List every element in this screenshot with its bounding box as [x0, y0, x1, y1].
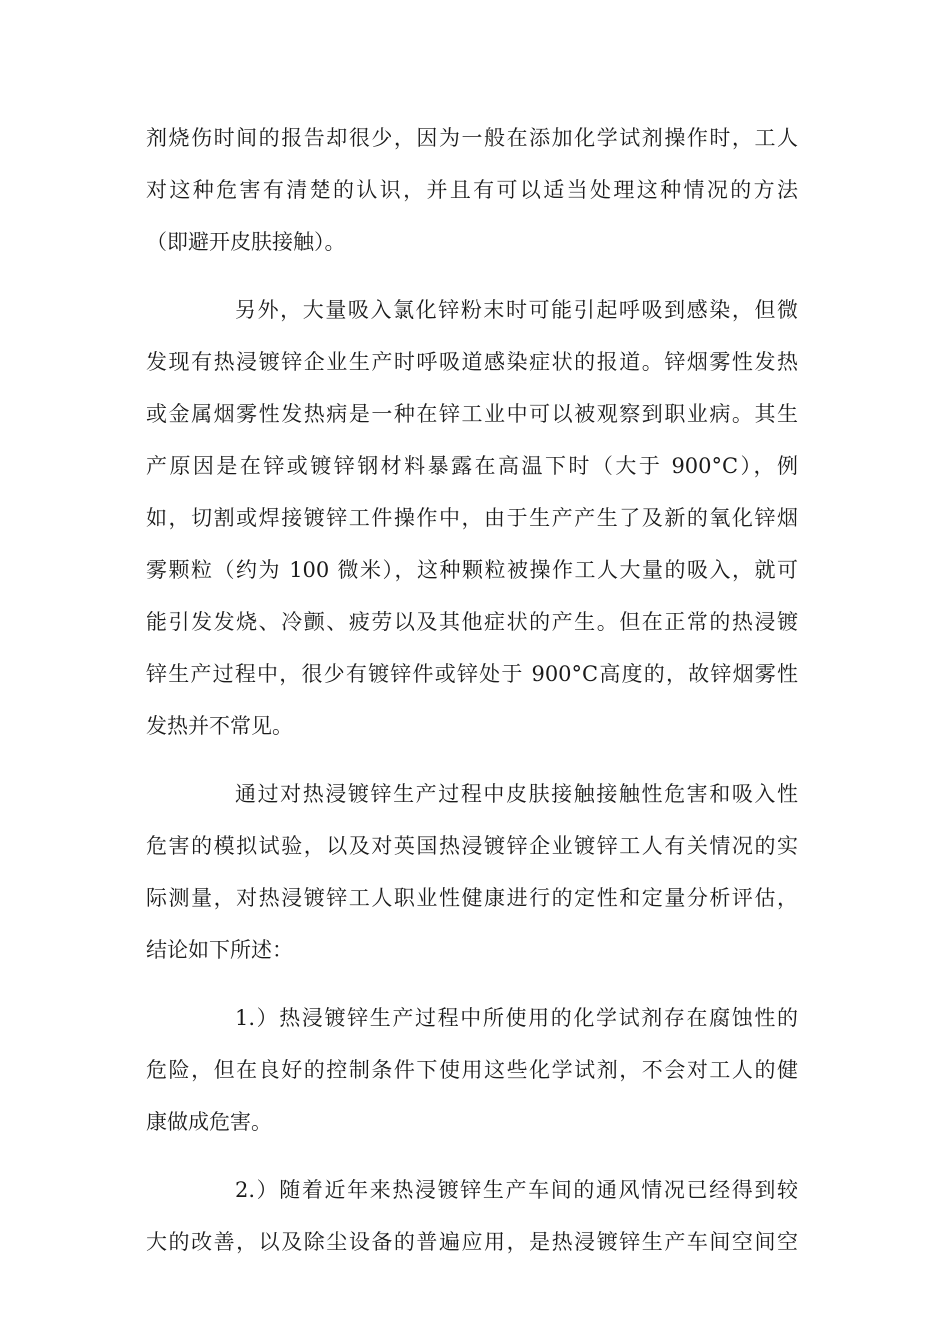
paragraph-2	[146, 768, 798, 976]
paragraph-spacer	[146, 1148, 798, 1164]
text-line: 锌生产过程中，很少有镀锌件或锌处于 900°C高度的，故锌烟雾性	[146, 662, 798, 686]
list-item-2: 2.）随着近年来热浸镀锌生产车间的通风情况已经得到较	[235, 1178, 798, 1202]
text-line: 产原因是在锌或镀锌钢材料暴露在高温下时（大于 900°C），例	[146, 454, 798, 478]
document-body	[146, 112, 798, 1268]
paragraph-3	[146, 992, 798, 1148]
text-line: 危险，但在良好的控制条件下使用这些化学试剂，不会对工人的健	[146, 1058, 798, 1082]
text-line: 结论如下所述：	[146, 938, 293, 962]
paragraph-4	[146, 1164, 798, 1268]
text-line: 际测量，对热浸镀锌工人职业性健康进行的定性和定量分析评估，	[146, 886, 798, 910]
text-line: 大的改善，以及除尘设备的普遍应用，是热浸镀锌生产车间空间空	[146, 1230, 798, 1254]
paragraph-spacer	[146, 752, 798, 768]
text-line: 雾颗粒（约为 100 微米），这种颗粒被操作工人大量的吸入，就可	[146, 558, 798, 582]
text-line: 如，切割或焊接镀锌工件操作中，由于生产产生了及新的氧化锌烟	[146, 506, 798, 530]
text-line: 另外，大量吸入氯化锌粉末时可能引起呼吸到感染，但微	[235, 298, 798, 322]
text-line: （即避开皮肤接触）。	[146, 230, 346, 254]
list-item-1: 1.）热浸镀锌生产过程中所使用的化学试剂存在腐蚀性的	[235, 1006, 798, 1030]
paragraph-spacer	[146, 268, 798, 284]
text-line: 发热并不常见。	[146, 714, 293, 738]
text-line: 康做成危害。	[146, 1110, 272, 1134]
paragraph-0	[146, 112, 798, 268]
paragraph-spacer	[146, 976, 798, 992]
text-line: 能引发发烧、冷颤、疲劳以及其他症状的产生。但在正常的热浸镀	[146, 610, 798, 634]
text-line: 通过对热浸镀锌生产过程中皮肤接触接触性危害和吸入性	[235, 782, 798, 806]
text-line: 剂烧伤时间的报告却很少，因为一般在添加化学试剂操作时，工人	[146, 126, 798, 150]
text-line: 发现有热浸镀锌企业生产时呼吸道感染症状的报道。锌烟雾性发热	[146, 350, 798, 374]
text-line: 危害的模拟试验，以及对英国热浸镀锌企业镀锌工人有关情况的实	[146, 834, 798, 858]
text-line: 或金属烟雾性发热病是一种在锌工业中可以被观察到职业病。其生	[146, 402, 798, 426]
text-line: 对这种危害有清楚的认识，并且有可以适当处理这种情况的方法	[146, 178, 798, 202]
paragraph-1	[146, 284, 798, 752]
